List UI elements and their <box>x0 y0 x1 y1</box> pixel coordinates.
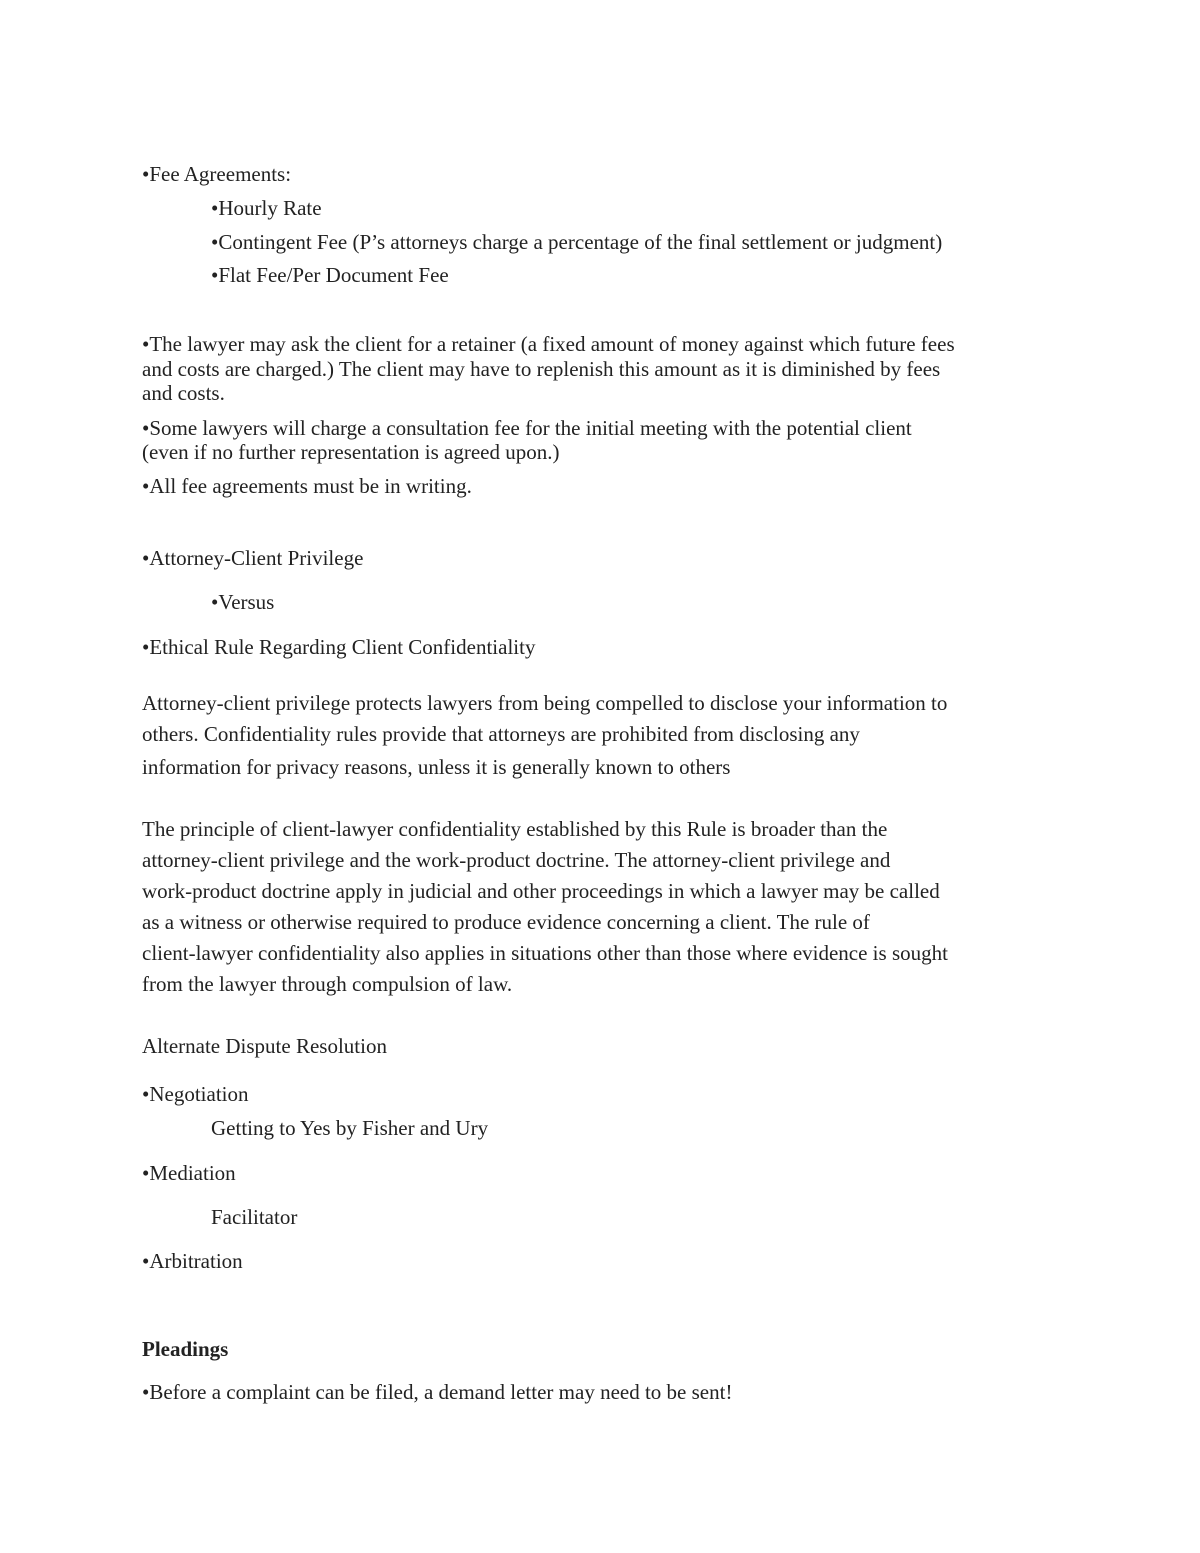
para2-line-5: client-lawyer confidentiality also applies in situations other than those where evidence is sought <box>142 941 948 965</box>
para1-line-1: Attorney-client privilege protects lawyers from being compelled to disclose your information to <box>142 691 948 715</box>
consultation-line-2: (even if no further representation is agreed upon.) <box>142 440 560 464</box>
retainer-line-2: and costs are charged.) The client may have to replenish this amount as it is diminished by fees <box>142 357 941 381</box>
adr-heading: Alternate Dispute Resolution <box>142 1034 387 1058</box>
fee-item-flat-fee: •Flat Fee/Per Document Fee <box>211 263 449 287</box>
privilege-versus: •Versus <box>211 590 275 614</box>
para2-line-4: as a witness or otherwise required to produce evidence concerning a client. The rule of <box>142 910 870 934</box>
fee-item-hourly-rate: •Hourly Rate <box>211 196 322 220</box>
retainer-line-1: •The lawyer may ask the client for a retainer (a fixed amount of money against which future fees <box>142 332 955 356</box>
privilege-heading: •Attorney-Client Privilege <box>142 546 364 570</box>
consultation-line-1: •Some lawyers will charge a consultation fee for the initial meeting with the potential client <box>142 416 912 440</box>
adr-negotiation-sub: Getting to Yes by Fisher and Ury <box>211 1116 489 1140</box>
fee-agreements-heading: •Fee Agreements: <box>142 162 292 186</box>
para2-line-3: work-product doctrine apply in judicial and other proceedings in which a lawyer may be called <box>142 879 940 903</box>
adr-mediation-sub: Facilitator <box>211 1205 298 1229</box>
adr-mediation: •Mediation <box>142 1161 236 1185</box>
para1-line-2: others. Confidentiality rules provide that attorneys are prohibited from disclosing any <box>142 722 860 746</box>
ethical-rule-heading: •Ethical Rule Regarding Client Confidentiality <box>142 635 536 659</box>
para2-line-6: from the lawyer through compulsion of law. <box>142 972 513 996</box>
pleadings-line: •Before a complaint can be filed, a demand letter may need to be sent! <box>142 1380 733 1404</box>
para2-line-1: The principle of client-lawyer confidentiality established by this Rule is broader than the <box>142 817 888 841</box>
para2-line-2: attorney-client privilege and the work-product doctrine. The attorney-client privilege and <box>142 848 891 872</box>
fee-item-contingent-fee: •Contingent Fee (P’s attorneys charge a percentage of the final settlement or judgment) <box>211 230 943 254</box>
adr-arbitration: •Arbitration <box>142 1249 243 1273</box>
para1-line-3: information for privacy reasons, unless it is generally known to others <box>142 755 731 779</box>
retainer-line-3: and costs. <box>142 381 225 405</box>
adr-negotiation: •Negotiation <box>142 1082 249 1106</box>
pleadings-heading: Pleadings <box>142 1337 229 1361</box>
writing-rule: •All fee agreements must be in writing. <box>142 474 472 498</box>
